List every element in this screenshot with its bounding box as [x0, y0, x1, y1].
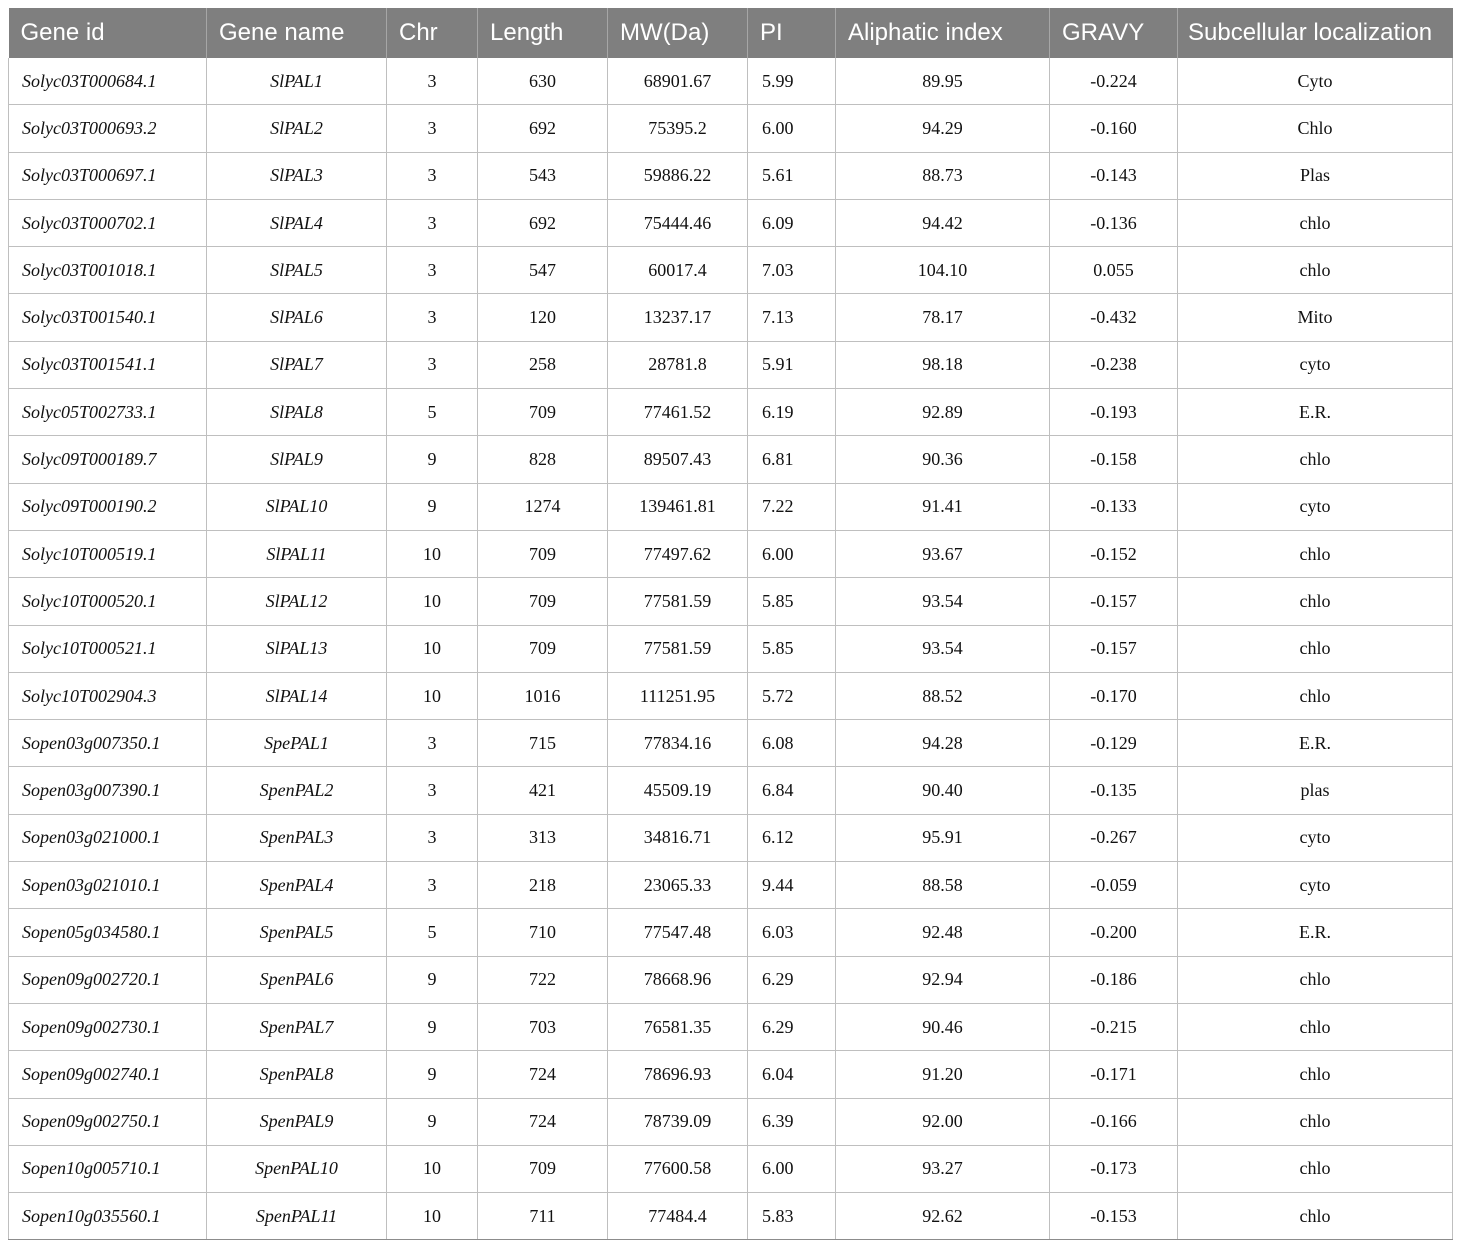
gravy-cell: -0.158	[1050, 436, 1178, 483]
gene-id-cell: Sopen09g002750.1	[9, 1098, 207, 1145]
table-row	[9, 578, 1453, 625]
gene-name-cell: SlPAL10	[207, 483, 387, 530]
gene-id-cell: Sopen10g005710.1	[9, 1145, 207, 1192]
gravy-cell: 0.055	[1050, 247, 1178, 294]
aliphatic-index-cell: 88.73	[836, 152, 1050, 199]
aliphatic-index-cell: 90.36	[836, 436, 1050, 483]
mw-cell: 111251.95	[608, 672, 748, 719]
pi-cell: 5.99	[748, 58, 836, 105]
localization-cell: chlo	[1178, 956, 1453, 1003]
chr-cell: 9	[387, 436, 478, 483]
length-cell: 709	[478, 1145, 608, 1192]
table-row	[9, 1098, 1453, 1145]
table-row	[9, 767, 1453, 814]
length-cell: 218	[478, 862, 608, 909]
gene-properties-table	[8, 8, 1453, 1240]
pi-cell: 5.61	[748, 152, 836, 199]
chr-cell: 5	[387, 389, 478, 436]
length-cell: 543	[478, 152, 608, 199]
table-row	[9, 199, 1453, 246]
table-row	[9, 1193, 1453, 1240]
gene-name-cell: SlPAL8	[207, 389, 387, 436]
length-cell: 258	[478, 341, 608, 388]
length-cell: 120	[478, 294, 608, 341]
localization-cell: chlo	[1178, 436, 1453, 483]
pi-cell: 6.04	[748, 1051, 836, 1098]
table-row	[9, 389, 1453, 436]
gene-name-cell: SpenPAL6	[207, 956, 387, 1003]
mw-cell: 78739.09	[608, 1098, 748, 1145]
mw-cell: 34816.71	[608, 814, 748, 861]
gravy-cell: -0.153	[1050, 1193, 1178, 1240]
aliphatic-index-cell: 93.27	[836, 1145, 1050, 1192]
aliphatic-index-cell: 94.42	[836, 199, 1050, 246]
mw-cell: 89507.43	[608, 436, 748, 483]
length-cell: 630	[478, 58, 608, 105]
gene-id-cell: Solyc03T001541.1	[9, 341, 207, 388]
localization-cell: cyto	[1178, 483, 1453, 530]
chr-cell: 10	[387, 578, 478, 625]
mw-cell: 59886.22	[608, 152, 748, 199]
aliphatic-index-cell: 91.20	[836, 1051, 1050, 1098]
pi-cell: 7.03	[748, 247, 836, 294]
localization-cell: Cyto	[1178, 58, 1453, 105]
gene-id-cell: Solyc09T000189.7	[9, 436, 207, 483]
pi-cell: 6.03	[748, 909, 836, 956]
gene-id-cell: Sopen10g035560.1	[9, 1193, 207, 1240]
gene-id-cell: Solyc03T001540.1	[9, 294, 207, 341]
gene-name-cell: SlPAL3	[207, 152, 387, 199]
gravy-cell: -0.193	[1050, 389, 1178, 436]
gravy-cell: -0.267	[1050, 814, 1178, 861]
gravy-cell: -0.157	[1050, 625, 1178, 672]
column-header-gravy: GRAVY	[1050, 8, 1178, 58]
length-cell: 692	[478, 105, 608, 152]
gravy-cell: -0.135	[1050, 767, 1178, 814]
pi-cell: 6.29	[748, 1003, 836, 1050]
chr-cell: 10	[387, 625, 478, 672]
gene-name-cell: SlPAL12	[207, 578, 387, 625]
gravy-cell: -0.160	[1050, 105, 1178, 152]
gene-id-cell: Solyc03T000702.1	[9, 199, 207, 246]
pi-cell: 6.00	[748, 105, 836, 152]
gene-id-cell: Solyc10T000519.1	[9, 530, 207, 577]
gravy-cell: -0.432	[1050, 294, 1178, 341]
gene-id-cell: Solyc10T000521.1	[9, 625, 207, 672]
gravy-cell: -0.171	[1050, 1051, 1178, 1098]
gene-name-cell: SpenPAL5	[207, 909, 387, 956]
aliphatic-index-cell: 89.95	[836, 58, 1050, 105]
length-cell: 547	[478, 247, 608, 294]
length-cell: 313	[478, 814, 608, 861]
localization-cell: chlo	[1178, 625, 1453, 672]
gene-name-cell: SlPAL6	[207, 294, 387, 341]
mw-cell: 77461.52	[608, 389, 748, 436]
length-cell: 724	[478, 1051, 608, 1098]
pi-cell: 5.72	[748, 672, 836, 719]
length-cell: 828	[478, 436, 608, 483]
chr-cell: 9	[387, 956, 478, 1003]
mw-cell: 68901.67	[608, 58, 748, 105]
pi-cell: 6.84	[748, 767, 836, 814]
gravy-cell: -0.215	[1050, 1003, 1178, 1050]
gravy-cell: -0.200	[1050, 909, 1178, 956]
chr-cell: 10	[387, 1193, 478, 1240]
aliphatic-index-cell: 93.67	[836, 530, 1050, 577]
aliphatic-index-cell: 94.28	[836, 720, 1050, 767]
table-row	[9, 58, 1453, 105]
gene-id-cell: Sopen09g002720.1	[9, 956, 207, 1003]
mw-cell: 77581.59	[608, 578, 748, 625]
chr-cell: 9	[387, 483, 478, 530]
column-header-gene-name: Gene name	[207, 8, 387, 58]
gravy-cell: -0.152	[1050, 530, 1178, 577]
table-row	[9, 720, 1453, 767]
pi-cell: 6.09	[748, 199, 836, 246]
table-row	[9, 814, 1453, 861]
mw-cell: 139461.81	[608, 483, 748, 530]
localization-cell: chlo	[1178, 199, 1453, 246]
aliphatic-index-cell: 92.94	[836, 956, 1050, 1003]
mw-cell: 78696.93	[608, 1051, 748, 1098]
mw-cell: 45509.19	[608, 767, 748, 814]
length-cell: 703	[478, 1003, 608, 1050]
mw-cell: 23065.33	[608, 862, 748, 909]
gene-id-cell: Sopen03g021010.1	[9, 862, 207, 909]
gene-name-cell: SpenPAL8	[207, 1051, 387, 1098]
gene-name-cell: SpenPAL11	[207, 1193, 387, 1240]
gravy-cell: -0.143	[1050, 152, 1178, 199]
gravy-cell: -0.224	[1050, 58, 1178, 105]
gene-id-cell: Sopen09g002740.1	[9, 1051, 207, 1098]
gene-name-cell: SpePAL1	[207, 720, 387, 767]
aliphatic-index-cell: 93.54	[836, 578, 1050, 625]
aliphatic-index-cell: 95.91	[836, 814, 1050, 861]
table-row	[9, 341, 1453, 388]
column-header-mw: MW(Da)	[608, 8, 748, 58]
gene-id-cell: Solyc03T001018.1	[9, 247, 207, 294]
mw-cell: 78668.96	[608, 956, 748, 1003]
column-header-gene-id: Gene id	[9, 8, 207, 58]
localization-cell: cyto	[1178, 341, 1453, 388]
mw-cell: 13237.17	[608, 294, 748, 341]
localization-cell: chlo	[1178, 1098, 1453, 1145]
aliphatic-index-cell: 93.54	[836, 625, 1050, 672]
gravy-cell: -0.186	[1050, 956, 1178, 1003]
aliphatic-index-cell: 92.62	[836, 1193, 1050, 1240]
mw-cell: 77547.48	[608, 909, 748, 956]
pi-cell: 6.12	[748, 814, 836, 861]
gene-name-cell: SpenPAL2	[207, 767, 387, 814]
chr-cell: 9	[387, 1098, 478, 1145]
length-cell: 692	[478, 199, 608, 246]
localization-cell: chlo	[1178, 247, 1453, 294]
table-row	[9, 152, 1453, 199]
table-row	[9, 530, 1453, 577]
gene-name-cell: SpenPAL10	[207, 1145, 387, 1192]
aliphatic-index-cell: 92.00	[836, 1098, 1050, 1145]
gravy-cell: -0.170	[1050, 672, 1178, 719]
aliphatic-index-cell: 104.10	[836, 247, 1050, 294]
chr-cell: 3	[387, 720, 478, 767]
mw-cell: 75395.2	[608, 105, 748, 152]
pi-cell: 5.91	[748, 341, 836, 388]
chr-cell: 10	[387, 672, 478, 719]
pi-cell: 9.44	[748, 862, 836, 909]
table-row	[9, 956, 1453, 1003]
gene-name-cell: SlPAL1	[207, 58, 387, 105]
pi-cell: 5.85	[748, 578, 836, 625]
pi-cell: 6.19	[748, 389, 836, 436]
gravy-cell: -0.238	[1050, 341, 1178, 388]
table-container	[8, 8, 1452, 1240]
gravy-cell: -0.129	[1050, 720, 1178, 767]
chr-cell: 10	[387, 530, 478, 577]
chr-cell: 5	[387, 909, 478, 956]
gravy-cell: -0.157	[1050, 578, 1178, 625]
localization-cell: Chlo	[1178, 105, 1453, 152]
table-row	[9, 625, 1453, 672]
chr-cell: 3	[387, 862, 478, 909]
gene-name-cell: SpenPAL9	[207, 1098, 387, 1145]
length-cell: 1274	[478, 483, 608, 530]
pi-cell: 5.83	[748, 1193, 836, 1240]
table-row	[9, 483, 1453, 530]
aliphatic-index-cell: 92.89	[836, 389, 1050, 436]
length-cell: 421	[478, 767, 608, 814]
pi-cell: 5.85	[748, 625, 836, 672]
aliphatic-index-cell: 90.40	[836, 767, 1050, 814]
chr-cell: 10	[387, 1145, 478, 1192]
table-row	[9, 436, 1453, 483]
localization-cell: chlo	[1178, 1051, 1453, 1098]
localization-cell: Plas	[1178, 152, 1453, 199]
chr-cell: 3	[387, 294, 478, 341]
table-row	[9, 1145, 1453, 1192]
chr-cell: 3	[387, 247, 478, 294]
aliphatic-index-cell: 90.46	[836, 1003, 1050, 1050]
pi-cell: 6.08	[748, 720, 836, 767]
gene-id-cell: Sopen05g034580.1	[9, 909, 207, 956]
column-header-aliphatic-index: Aliphatic index	[836, 8, 1050, 58]
table-row	[9, 862, 1453, 909]
gene-id-cell: Sopen03g021000.1	[9, 814, 207, 861]
localization-cell: E.R.	[1178, 389, 1453, 436]
gene-id-cell: Solyc05T002733.1	[9, 389, 207, 436]
mw-cell: 77581.59	[608, 625, 748, 672]
gravy-cell: -0.133	[1050, 483, 1178, 530]
gene-name-cell: SlPAL5	[207, 247, 387, 294]
aliphatic-index-cell: 88.58	[836, 862, 1050, 909]
gene-name-cell: SpenPAL7	[207, 1003, 387, 1050]
table-row	[9, 1051, 1453, 1098]
chr-cell: 3	[387, 152, 478, 199]
pi-cell: 6.29	[748, 956, 836, 1003]
length-cell: 709	[478, 389, 608, 436]
gene-name-cell: SpenPAL3	[207, 814, 387, 861]
gene-id-cell: Sopen03g007390.1	[9, 767, 207, 814]
mw-cell: 77497.62	[608, 530, 748, 577]
gene-id-cell: Solyc09T000190.2	[9, 483, 207, 530]
table-row	[9, 294, 1453, 341]
gene-name-cell: SlPAL11	[207, 530, 387, 577]
gene-name-cell: SlPAL2	[207, 105, 387, 152]
mw-cell: 77834.16	[608, 720, 748, 767]
gene-name-cell: SlPAL14	[207, 672, 387, 719]
length-cell: 710	[478, 909, 608, 956]
mw-cell: 75444.46	[608, 199, 748, 246]
length-cell: 711	[478, 1193, 608, 1240]
table-row	[9, 909, 1453, 956]
gene-id-cell: Solyc03T000693.2	[9, 105, 207, 152]
aliphatic-index-cell: 88.52	[836, 672, 1050, 719]
localization-cell: E.R.	[1178, 909, 1453, 956]
localization-cell: cyto	[1178, 814, 1453, 861]
localization-cell: plas	[1178, 767, 1453, 814]
chr-cell: 3	[387, 105, 478, 152]
gene-id-cell: Solyc03T000697.1	[9, 152, 207, 199]
mw-cell: 77600.58	[608, 1145, 748, 1192]
header-row	[9, 8, 1453, 58]
length-cell: 1016	[478, 672, 608, 719]
localization-cell: Mito	[1178, 294, 1453, 341]
aliphatic-index-cell: 94.29	[836, 105, 1050, 152]
chr-cell: 9	[387, 1051, 478, 1098]
length-cell: 724	[478, 1098, 608, 1145]
length-cell: 709	[478, 625, 608, 672]
mw-cell: 77484.4	[608, 1193, 748, 1240]
chr-cell: 3	[387, 58, 478, 105]
pi-cell: 6.81	[748, 436, 836, 483]
aliphatic-index-cell: 98.18	[836, 341, 1050, 388]
gravy-cell: -0.136	[1050, 199, 1178, 246]
chr-cell: 9	[387, 1003, 478, 1050]
pi-cell: 6.00	[748, 1145, 836, 1192]
localization-cell: chlo	[1178, 578, 1453, 625]
length-cell: 709	[478, 530, 608, 577]
gene-name-cell: SlPAL4	[207, 199, 387, 246]
column-header-chr: Chr	[387, 8, 478, 58]
gene-id-cell: Solyc10T002904.3	[9, 672, 207, 719]
aliphatic-index-cell: 78.17	[836, 294, 1050, 341]
gene-id-cell: Solyc03T000684.1	[9, 58, 207, 105]
gravy-cell: -0.059	[1050, 862, 1178, 909]
table-row	[9, 1003, 1453, 1050]
table-row	[9, 247, 1453, 294]
chr-cell: 3	[387, 341, 478, 388]
gene-name-cell: SpenPAL4	[207, 862, 387, 909]
chr-cell: 3	[387, 814, 478, 861]
gene-name-cell: SlPAL7	[207, 341, 387, 388]
gravy-cell: -0.173	[1050, 1145, 1178, 1192]
table-row	[9, 672, 1453, 719]
gene-id-cell: Sopen03g007350.1	[9, 720, 207, 767]
pi-cell: 6.00	[748, 530, 836, 577]
gene-name-cell: SlPAL9	[207, 436, 387, 483]
localization-cell: E.R.	[1178, 720, 1453, 767]
gene-name-cell: SlPAL13	[207, 625, 387, 672]
localization-cell: chlo	[1178, 1145, 1453, 1192]
length-cell: 709	[478, 578, 608, 625]
pi-cell: 7.22	[748, 483, 836, 530]
column-header-subcellular-localization: Subcellular localization	[1178, 8, 1453, 58]
mw-cell: 28781.8	[608, 341, 748, 388]
pi-cell: 7.13	[748, 294, 836, 341]
gene-id-cell: Sopen09g002730.1	[9, 1003, 207, 1050]
localization-cell: chlo	[1178, 1193, 1453, 1240]
column-header-pi: PI	[748, 8, 836, 58]
localization-cell: cyto	[1178, 862, 1453, 909]
chr-cell: 3	[387, 199, 478, 246]
localization-cell: chlo	[1178, 1003, 1453, 1050]
localization-cell: chlo	[1178, 672, 1453, 719]
table-row	[9, 105, 1453, 152]
aliphatic-index-cell: 91.41	[836, 483, 1050, 530]
gene-id-cell: Solyc10T000520.1	[9, 578, 207, 625]
aliphatic-index-cell: 92.48	[836, 909, 1050, 956]
chr-cell: 3	[387, 767, 478, 814]
length-cell: 722	[478, 956, 608, 1003]
mw-cell: 76581.35	[608, 1003, 748, 1050]
table-body	[9, 58, 1453, 1240]
localization-cell: chlo	[1178, 530, 1453, 577]
column-header-length: Length	[478, 8, 608, 58]
mw-cell: 60017.4	[608, 247, 748, 294]
pi-cell: 6.39	[748, 1098, 836, 1145]
gravy-cell: -0.166	[1050, 1098, 1178, 1145]
length-cell: 715	[478, 720, 608, 767]
